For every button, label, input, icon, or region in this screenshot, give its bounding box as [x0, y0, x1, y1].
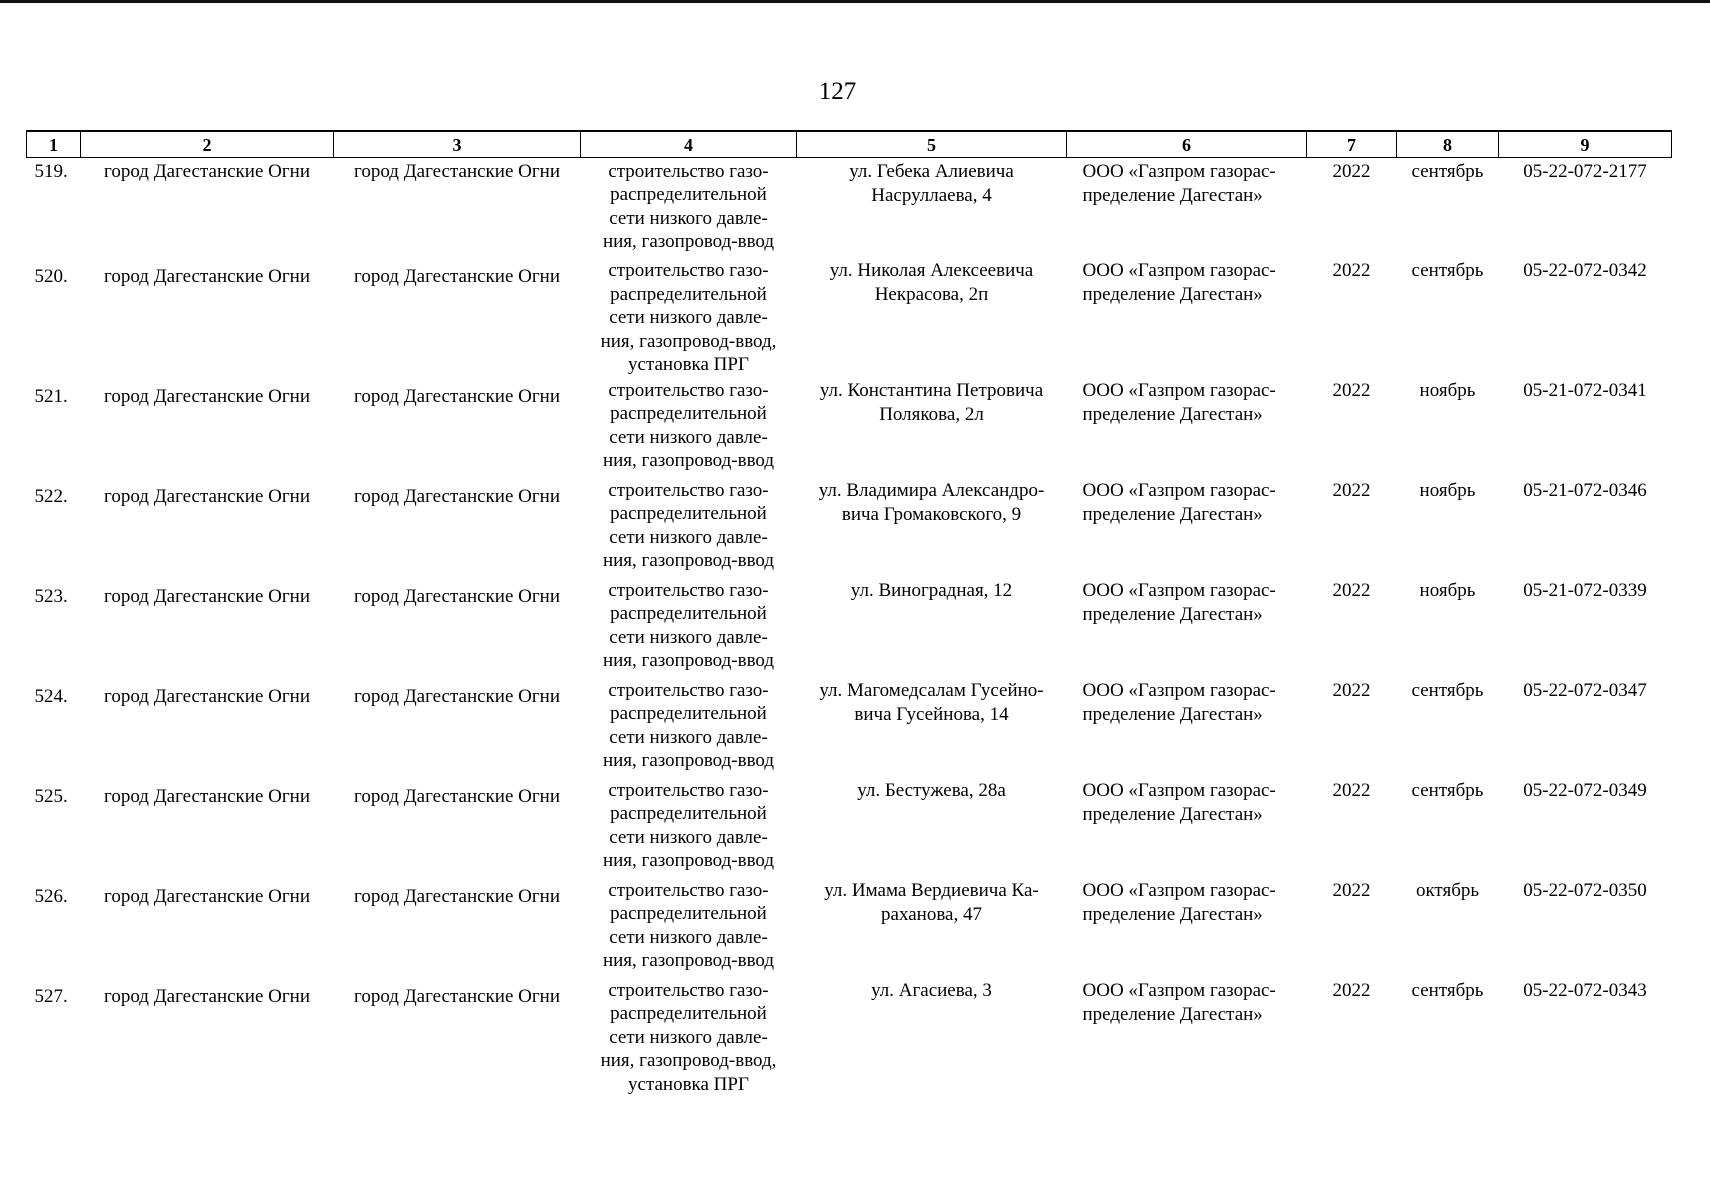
municipality: город Дагестанские Огни	[104, 885, 310, 907]
settlement: город Дагестанские Огни	[354, 385, 560, 407]
table-row	[27, 577, 1672, 677]
header-col-1: 1	[27, 131, 81, 157]
table-row	[27, 877, 1672, 977]
object-code: 05-22-072-0349	[1523, 779, 1647, 801]
header-col-7: 7	[1307, 131, 1397, 157]
row-number: 524.	[34, 685, 68, 707]
year: 2022	[1332, 379, 1371, 401]
organization: ООО «Газпром газорас- пределение Дагестан»	[1082, 979, 1276, 1025]
header-col-8: 8	[1397, 131, 1499, 157]
organization: ООО «Газпром газорас- пределение Дагестан»	[1082, 679, 1276, 725]
month: сентябрь	[1411, 979, 1484, 1001]
work-description: строительство газо- распределительной сети низкого давле- ния, газопровод-ввод	[602, 879, 775, 971]
object-code: 05-21-072-0339	[1523, 579, 1647, 601]
municipality: город Дагестанские Огни	[104, 985, 310, 1007]
table-row	[27, 377, 1672, 477]
object-code: 05-22-072-2177	[1523, 160, 1647, 182]
work-description: строительство газо- распределительной сети низкого давле- ния, газопровод-ввод	[602, 479, 775, 571]
municipality: город Дагестанские Огни	[104, 385, 310, 407]
municipality: город Дагестанские Огни	[104, 160, 310, 182]
settlement: город Дагестанские Огни	[354, 685, 560, 707]
month: сентябрь	[1411, 779, 1484, 801]
object-code: 05-22-072-0343	[1523, 979, 1647, 1001]
object-code: 05-22-072-0350	[1523, 879, 1647, 901]
address: ул. Магомедсалам Гусейно- вича Гусейнова, 14	[819, 679, 1044, 725]
table-row	[27, 157, 1672, 257]
municipality: город Дагестанские Огни	[104, 685, 310, 707]
row-number: 521.	[34, 385, 68, 407]
table-row	[27, 677, 1672, 777]
year: 2022	[1332, 479, 1371, 501]
address: ул. Агасиева, 3	[871, 979, 992, 1001]
organization: ООО «Газпром газорас- пределение Дагестан»	[1082, 779, 1276, 825]
address: ул. Гебека Алиевича Насруллаева, 4	[849, 160, 1014, 206]
header-col-6: 6	[1067, 131, 1307, 157]
settlement: город Дагестанские Огни	[354, 266, 560, 287]
work-description: строительство газо- распределительной сети низкого давле- ния, газопровод-ввод, установка ПРГ	[600, 979, 777, 1095]
settlement: город Дагестанские Огни	[354, 985, 560, 1007]
year: 2022	[1332, 260, 1371, 281]
year: 2022	[1332, 679, 1371, 701]
organization: ООО «Газпром газорас- пределение Дагестан»	[1082, 379, 1276, 425]
month: ноябрь	[1419, 479, 1476, 501]
work-description: строительство газо- распределительной сети низкого давле- ния, газопровод-ввод	[602, 679, 775, 771]
municipality: город Дагестанские Огни	[104, 485, 310, 507]
header-row	[27, 131, 1672, 157]
table-row	[27, 257, 1672, 377]
object-code: 05-21-072-0346	[1523, 479, 1647, 501]
municipality: город Дагестанские Огни	[104, 585, 310, 607]
object-code: 05-21-072-0341	[1523, 379, 1647, 401]
address: ул. Имама Вердиевича Ка- раханова, 47	[824, 879, 1039, 925]
table-row	[27, 977, 1672, 1097]
row-number: 526.	[34, 885, 68, 907]
object-code: 05-22-072-0347	[1523, 679, 1647, 701]
scan-top-border	[0, 0, 1710, 3]
month: сентябрь	[1411, 160, 1484, 182]
row-number: 520.	[34, 266, 68, 287]
gasification-table	[26, 130, 1672, 1096]
month: октябрь	[1415, 879, 1480, 901]
work-description: строительство газо- распределительной сети низкого давле- ния, газопровод-ввод	[602, 379, 775, 471]
year: 2022	[1332, 579, 1371, 601]
year: 2022	[1332, 979, 1371, 1001]
header-col-3: 3	[334, 131, 581, 157]
table-row	[27, 777, 1672, 877]
year: 2022	[1332, 879, 1371, 901]
row-number: 519.	[34, 160, 68, 182]
month: ноябрь	[1419, 379, 1476, 401]
row-number: 527.	[34, 985, 68, 1007]
address: ул. Виноградная, 12	[850, 579, 1013, 601]
row-number: 523.	[34, 585, 68, 607]
settlement: город Дагестанские Огни	[354, 160, 560, 182]
settlement: город Дагестанские Огни	[354, 485, 560, 507]
settlement: город Дагестанские Огни	[354, 785, 560, 807]
row-number: 525.	[34, 785, 68, 807]
month: ноябрь	[1419, 579, 1476, 601]
header-col-9: 9	[1499, 131, 1672, 157]
address: ул. Константина Петровича Полякова, 2л	[819, 379, 1044, 425]
municipality: город Дагестанские Огни	[104, 266, 310, 287]
address: ул. Владимира Александро- вича Громаковского, 9	[818, 479, 1045, 525]
month: сентябрь	[1411, 260, 1484, 281]
work-description: строительство газо- распределительной сети низкого давле- ния, газопровод-ввод, установка ПРГ	[600, 260, 777, 375]
work-description: строительство газо- распределительной сети низкого давле- ния, газопровод-ввод	[602, 160, 775, 252]
work-description: строительство газо- распределительной сети низкого давле- ния, газопровод-ввод	[602, 579, 775, 671]
settlement: город Дагестанские Огни	[354, 885, 560, 907]
header-col-2: 2	[81, 131, 334, 157]
year: 2022	[1332, 160, 1371, 182]
row-number: 522.	[34, 485, 68, 507]
organization: ООО «Газпром газорас- пределение Дагестан»	[1082, 160, 1276, 206]
organization: ООО «Газпром газорас- пределение Дагестан»	[1082, 879, 1276, 925]
address: ул. Николая Алексеевича Некрасова, 2п	[829, 260, 1034, 305]
municipality: город Дагестанские Огни	[104, 785, 310, 807]
organization: ООО «Газпром газорас- пределение Дагестан»	[1082, 479, 1276, 525]
table-row	[27, 477, 1672, 577]
work-description: строительство газо- распределительной сети низкого давле- ния, газопровод-ввод	[602, 779, 775, 871]
year: 2022	[1332, 779, 1371, 801]
page-number: 127	[818, 78, 857, 105]
month: сентябрь	[1411, 679, 1484, 701]
organization: ООО «Газпром газорас- пределение Дагестан»	[1082, 579, 1276, 625]
settlement: город Дагестанские Огни	[354, 585, 560, 607]
organization: ООО «Газпром газорас- пределение Дагестан»	[1082, 260, 1276, 305]
object-code: 05-22-072-0342	[1523, 260, 1647, 281]
address: ул. Бестужева, 28а	[857, 779, 1006, 801]
header-col-4: 4	[581, 131, 797, 157]
header-col-5: 5	[797, 131, 1067, 157]
